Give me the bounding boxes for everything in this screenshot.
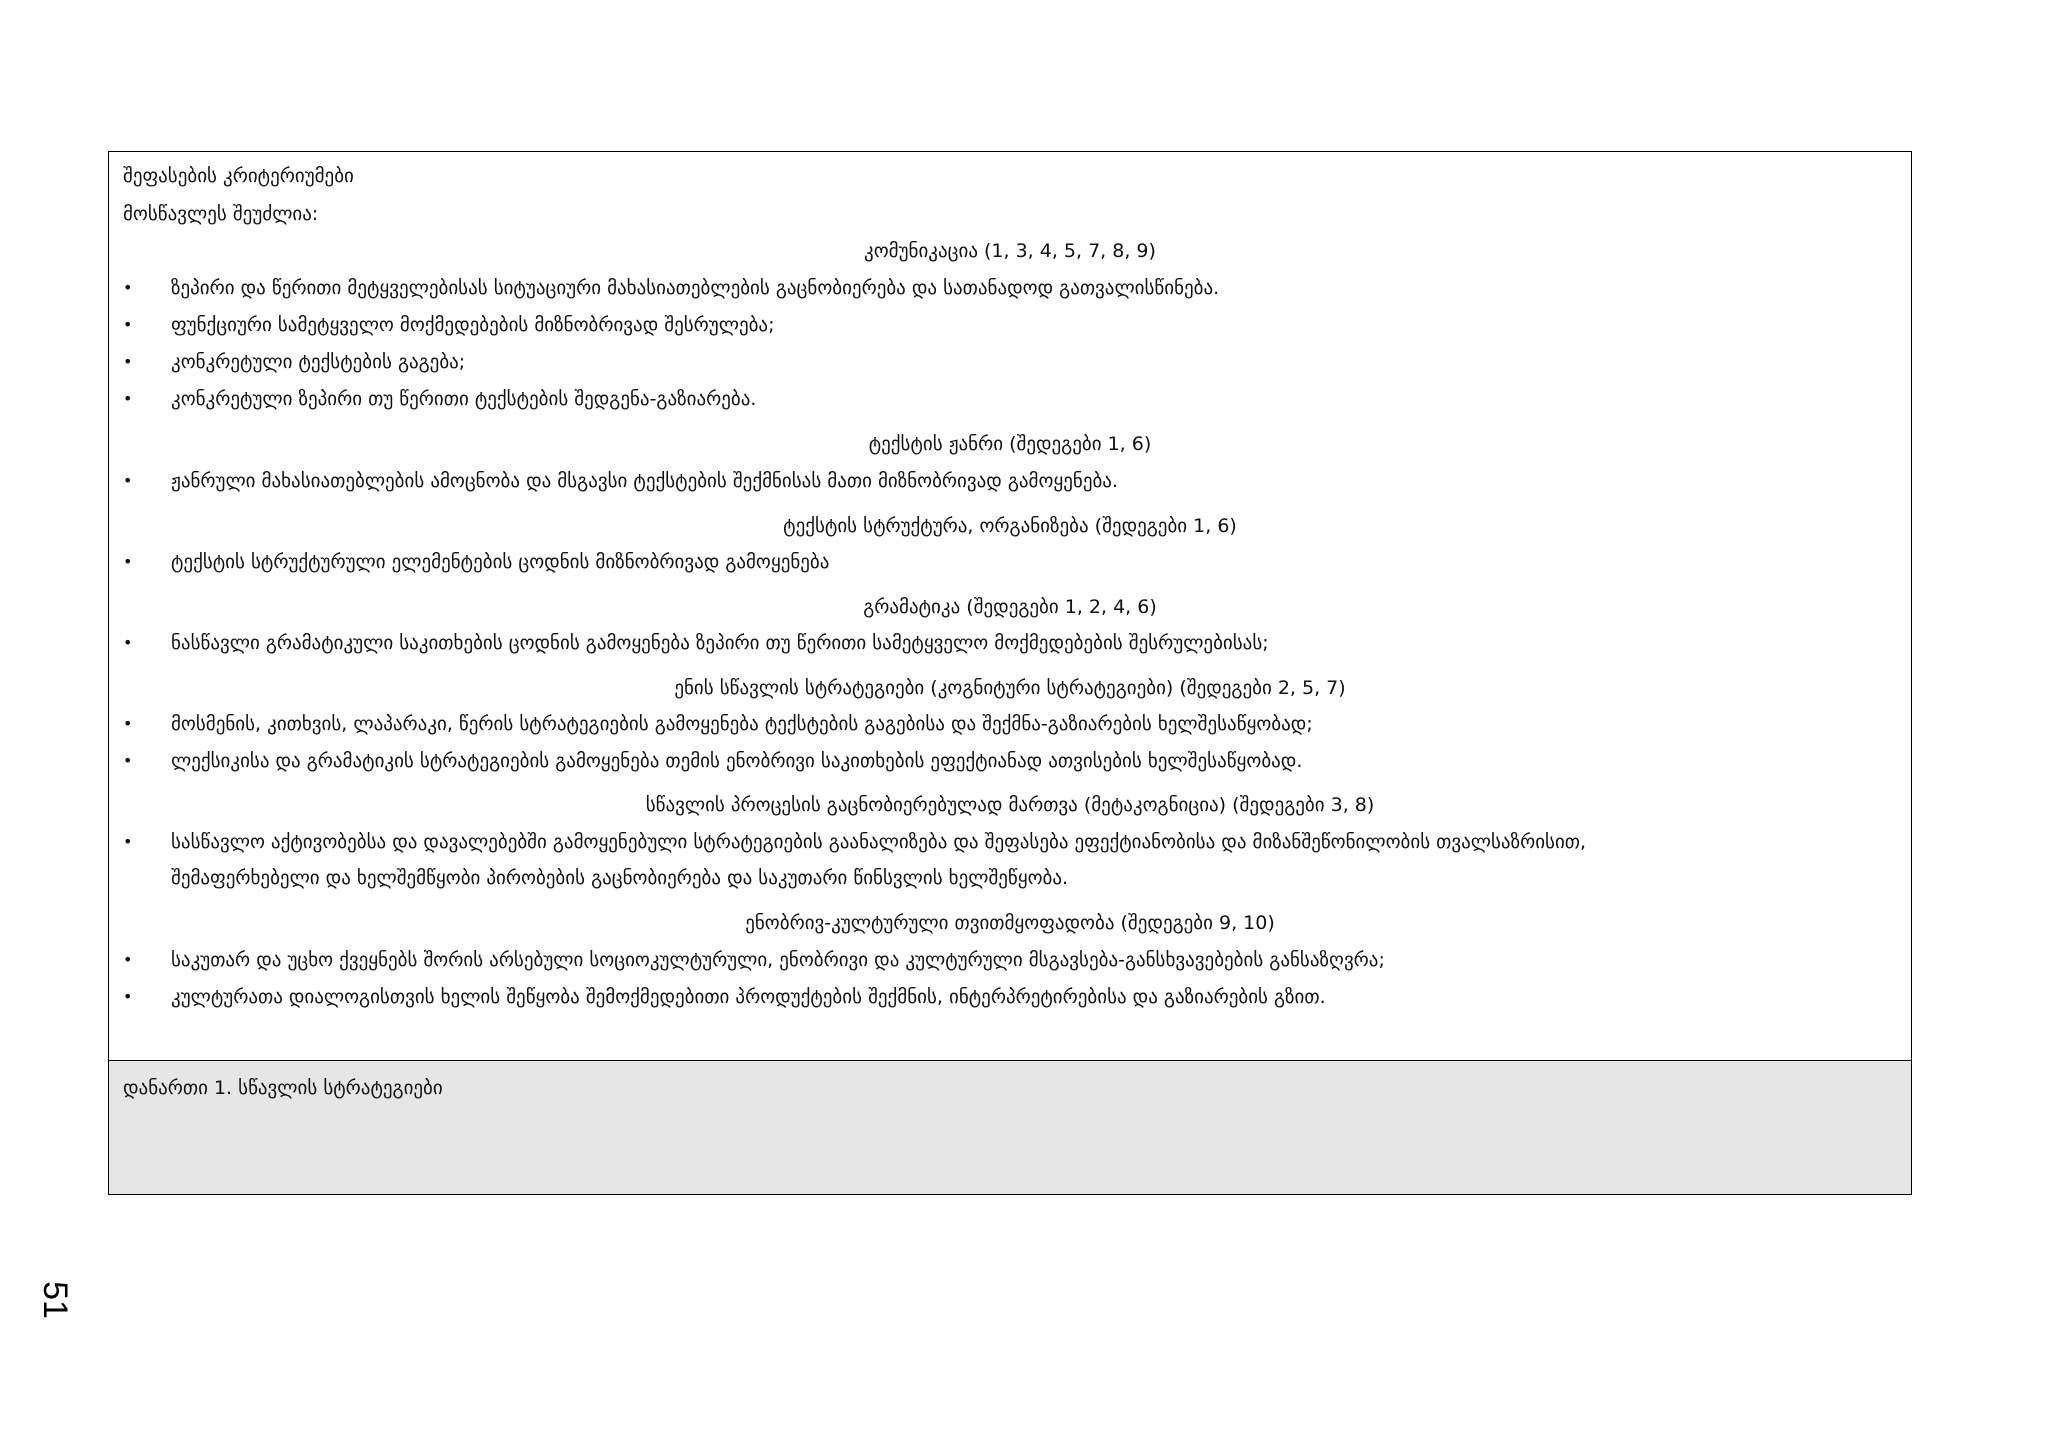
bullet-icon: • [123,714,133,733]
section-heading-metacognition: სწავლის პროცესის გაცნობიერებულად მართვა (მეტაკოგნიცია) (შედეგები 3, 8) [645,794,1375,816]
criteria-item: ჟანრული მახასიათებლების ამოცნობა და მსგავსი ტექსტების შექმნისას მათი მიზნობრივად გამოყენება. [171,470,1118,492]
bullet-icon: • [123,950,133,969]
criteria-item-continuation: შემაფერხებელი და ხელშემწყობი პირობების გაცნობიერება და საკუთარი წინსვლის ხელშეწყობა. [171,867,1069,889]
section-heading-cultural-identity: ენობრივ-კულტურული თვითმყოფადობა (შედეგები 9, 10) [745,912,1275,934]
criteria-item: ფუნქციური სამეტყველო მოქმედებების მიზნობრივად შესრულება; [171,314,775,336]
criteria-intro: მოსწავლეს შეუძლია: [123,203,319,225]
bullet-icon: • [123,352,133,371]
assessment-criteria-cell [109,152,1911,1061]
bullet-icon: • [123,987,133,1006]
criteria-item: კონკრეტული ზეპირი თუ წერითი ტექსტების შედგენა-გაზიარება. [171,388,757,410]
criteria-title: შეფასების კრიტერიუმები [123,165,354,187]
page-number: 51 [35,1281,74,1319]
section-heading-communication: კომუნიკაცია (1, 3, 4, 5, 7, 8, 9) [864,240,1156,262]
criteria-item: მოსმენის, კითხვის, ლაპარაკი, წერის სტრატეგიების გამოყენება ტექსტების გაგებისა და შექმნა-გაზიარების ხელშესაწყობად; [171,713,1313,735]
bullet-icon: • [123,389,133,408]
bullet-icon: • [123,278,133,297]
section-heading-text-genre: ტექსტის ჟანრი (შედეგები 1, 6) [868,433,1152,455]
appendix-cell [109,1061,1911,1194]
criteria-item: საკუთარ და უცხო ქვეყნებს შორის არსებული სოციოკულტურული, ენობრივი და კულტურული მსგავსება-განსხვავებების განსაზღვრა; [171,949,1385,971]
appendix-title: დანართი 1. სწავლის სტრატეგიები [123,1077,443,1099]
bullet-icon: • [123,633,133,652]
criteria-item: ლექსიკისა და გრამატიკის სტრატეგიების გამოყენება თემის ენობრივი საკითხების ეფექტიანად ათვისების ხელშესაწყობად. [171,750,1303,772]
section-heading-learning-strategies: ენის სწავლის სტრატეგიები (კოგნიტური სტრატეგიები) (შედეგები 2, 5, 7) [674,677,1346,699]
criteria-item: სასწავლო აქტივობებსა და დავალებებში გამოყენებული სტრატეგიების გაანალიზება და შეფასება ეფექტიანობისა და მიზანშეწონილობის თვალსაზრისით, [171,831,1587,853]
bullet-icon: • [123,315,133,334]
bullet-icon: • [123,471,133,490]
bullet-icon: • [123,751,133,770]
section-heading-text-structure: ტექსტის სტრუქტურა, ორგანიზება (შედეგები 1, 6) [783,515,1237,537]
bullet-icon: • [123,552,133,571]
document-table [108,151,1912,1195]
criteria-item: კულტურათა დიალოგისთვის ხელის შეწყობა შემოქმედებითი პროდუქტების შექმნის, ინტერპრეტირებისა და გაზიარების გზით. [171,986,1326,1008]
criteria-item: ტექსტის სტრუქტურული ელემენტების ცოდნის მიზნობრივად გამოყენება [171,551,830,573]
criteria-item: ზეპირი და წერითი მეტყველებისას სიტუაციური მახასიათებლების გაცნობიერება და სათანადოდ გათვალისწინება. [171,277,1220,299]
criteria-item: ნასწავლი გრამატიკული საკითხების ცოდნის გამოყენება ზეპირი თუ წერითი სამეტყველო მოქმედებების შესრულებისას; [171,632,1269,654]
criteria-item: კონკრეტული ტექსტების გაგება; [171,351,466,373]
bullet-icon: • [123,832,133,851]
section-heading-grammar: გრამატიკა (შედეგები 1, 2, 4, 6) [863,596,1157,618]
